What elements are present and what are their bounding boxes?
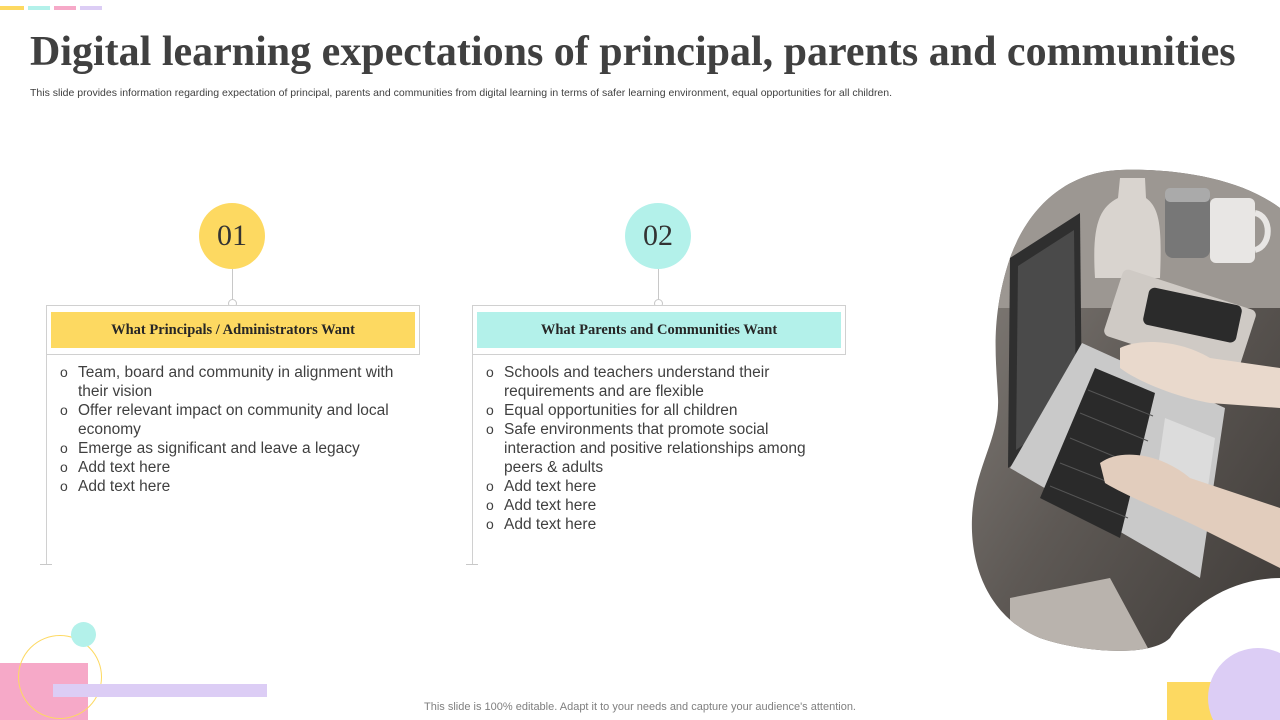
list-item: o Add text here <box>472 515 822 534</box>
list-item: o Add text here <box>46 477 416 496</box>
decor-cyan-dot <box>71 622 96 647</box>
bullet-list-principals <box>46 363 416 496</box>
list-item: o Add text here <box>472 496 822 515</box>
list-item: o Emerge as significant and leave a legacy <box>46 439 416 458</box>
slide-title: Digital learning expectations of principal, parents and communities <box>30 29 1236 75</box>
list-item: o Add text here <box>472 477 822 496</box>
step-number-02: 02 <box>625 203 691 269</box>
list-item: o Team, board and community in alignment with their vision <box>46 363 416 401</box>
column-header-principals: What Principals / Administrators Want <box>51 312 415 348</box>
column-header-frame <box>472 305 846 355</box>
bullet-list-parents <box>472 363 822 534</box>
column-header-frame <box>46 305 420 355</box>
decor-lavender-bar <box>53 684 267 697</box>
column-header-parents: What Parents and Communities Want <box>477 312 841 348</box>
list-item: o Offer relevant impact on community and local economy <box>46 401 416 439</box>
accent-bar-cyan <box>28 6 50 10</box>
accent-bar-pink <box>54 6 76 10</box>
column-base-tick <box>466 564 478 565</box>
accent-bar-yellow <box>0 6 24 10</box>
step-number-01: 01 <box>199 203 265 269</box>
list-item: o Add text here <box>46 458 416 477</box>
column-base-tick <box>40 564 52 565</box>
list-item: o Equal opportunities for all children <box>472 401 822 420</box>
accent-bar-lavender <box>80 6 102 10</box>
list-item: o Schools and teachers understand their requirements and are flexible <box>472 363 822 401</box>
slide-subtitle: This slide provides information regarding expectation of principal, parents and communities from digital learning in terms of safer learning environment, equal opportunities for all children. <box>30 87 893 99</box>
list-item: o Safe environments that promote social interaction and positive relationships among peers & adults <box>472 420 822 477</box>
connector-line <box>232 269 233 300</box>
connector-line <box>658 269 659 300</box>
slide-footer: This slide is 100% editable. Adapt it to your needs and capture your audience's attention. <box>424 701 856 713</box>
laptop-typing-photo <box>970 168 1280 652</box>
